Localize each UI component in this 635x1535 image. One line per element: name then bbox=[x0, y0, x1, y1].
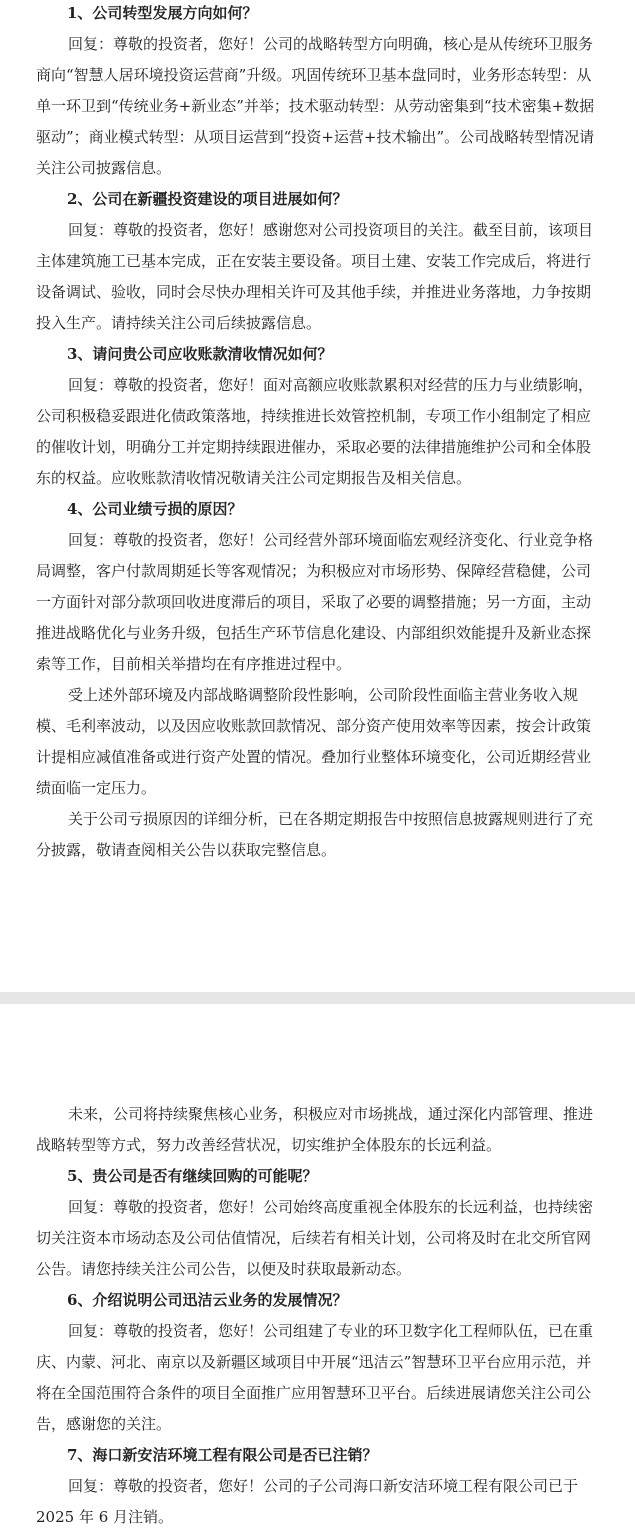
question-6-answer: 回复：尊敬的投资者，您好！公司组建了专业的环卫数字化工程师队伍，已在重庆、内蒙、河北、南京以及新疆区域项目中开展“迅洁云”智慧环卫平台应用示范，并将在全国范围符合条件的项目全面推广应用智慧环卫平台。后续进展请您关注公司公告，感谢您的关注。 bbox=[36, 1322, 594, 1433]
question-2-answer: 回复：尊敬的投资者，您好！感谢您对公司投资项目的关注。截至目前，该项目主体建筑施工已基本完成，正在安装主要设备。项目土建、安装工作完成后，将进行设备调试、验收，同时会尽快办理相关许可及其他手续，并推进业务落地，力争按期投入生产。请持续关注公司后续披露信息。 bbox=[36, 221, 594, 332]
question-6-heading: 6、介绍说明公司迅洁云业务的发展情况？ bbox=[67, 1291, 348, 1309]
question-4-answer-paragraph-2: 受上述外部环境及内部战略调整阶段性影响，公司阶段性面临主营业务收入规模、毛利率波动，以及因应收账款回款情况、部分资产使用效率等因素，按会计政策计提相应减值准备或进行资产处置的情况。叠加行业整体环境变化，公司近期经营业绩面临一定压力。 bbox=[36, 686, 592, 797]
question-5-heading: 5、贵公司是否有继续回购的可能呢？ bbox=[67, 1167, 318, 1185]
question-1-heading: 1、公司转型发展方向如何？ bbox=[67, 4, 258, 22]
question-4-answer-continued: 未来，公司将持续聚焦核心业务，积极应对市场挑战，通过深化内部管理、推进战略转型等方式，努力改善经营状况，切实维护全体股东的长远利益。 bbox=[36, 1105, 594, 1154]
question-1-answer: 回复：尊敬的投资者，您好！公司的战略转型方向明确，核心是从传统环卫服务商向“智慧人居环境投资运营商”升级。巩固传统环卫基本盘同时，业务形态转型：从单一环卫到“传统业务+新业态”并举；技术驱动转型：从劳动密集到“技术密集+数据驱动”；商业模式转型：从项目运营到“投资+运营+技术输出”。公司战略转型情况请关注公司披露信息。 bbox=[36, 35, 595, 177]
question-3-heading: 3、请问贵公司应收账款清收情况如何？ bbox=[67, 345, 333, 363]
question-7-heading: 7、海口新安洁环境工程有限公司是否已注销？ bbox=[67, 1446, 378, 1464]
question-3-answer: 回复：尊敬的投资者，您好！面对高额应收账款累积对经营的压力与业绩影响，公司积极稳妥跟进化债政策落地，持续推进长效管控机制，专项工作小组制定了相应的催收计划，明确分工并定期持续跟进催办，采取必要的法律措施维护公司和全体股东的权益。应收账款清收情况敬请关注公司定期报告及相关信息。 bbox=[36, 376, 594, 487]
question-4-heading: 4、公司业绩亏损的原因？ bbox=[67, 500, 243, 518]
question-2-heading: 2、公司在新疆投资建设的项目进展如何？ bbox=[67, 190, 348, 208]
document-page-2 bbox=[0, 1004, 635, 1535]
page-separator bbox=[0, 992, 635, 1004]
question-7-answer: 回复：尊敬的投资者，您好！公司的子公司海口新安洁环境工程有限公司已于 2025 年 6 月注销。 bbox=[36, 1477, 579, 1526]
question-5-answer: 回复：尊敬的投资者，您好！公司始终高度重视全体股东的长远利益，也持续密切关注资本市场动态及公司估值情况，后续若有相关计划，公司将及时在北交所官网公告。请您持续关注公司公告，以便及时获取最新动态。 bbox=[36, 1198, 594, 1278]
question-4-answer-paragraph-3: 关于公司亏损原因的详细分析，已在各期定期报告中按照信息披露规则进行了充分披露，敬请查阅相关公告以获取完整信息。 bbox=[36, 810, 594, 859]
question-4-answer: 回复：尊敬的投资者，您好！公司经营外部环境面临宏观经济变化、行业竞争格局调整，客户付款周期延长等客观情况；为积极应对市场形势、保障经营稳健，公司一方面针对部分款项回收进度滞后的项目，采取了必要的调整措施；另一方面，主动推进战略优化与业务升级，包括生产环节信息化建设、内部组织效能提升及新业态探索等工作，目前相关举措均在有序推进过程中。 bbox=[36, 531, 594, 673]
